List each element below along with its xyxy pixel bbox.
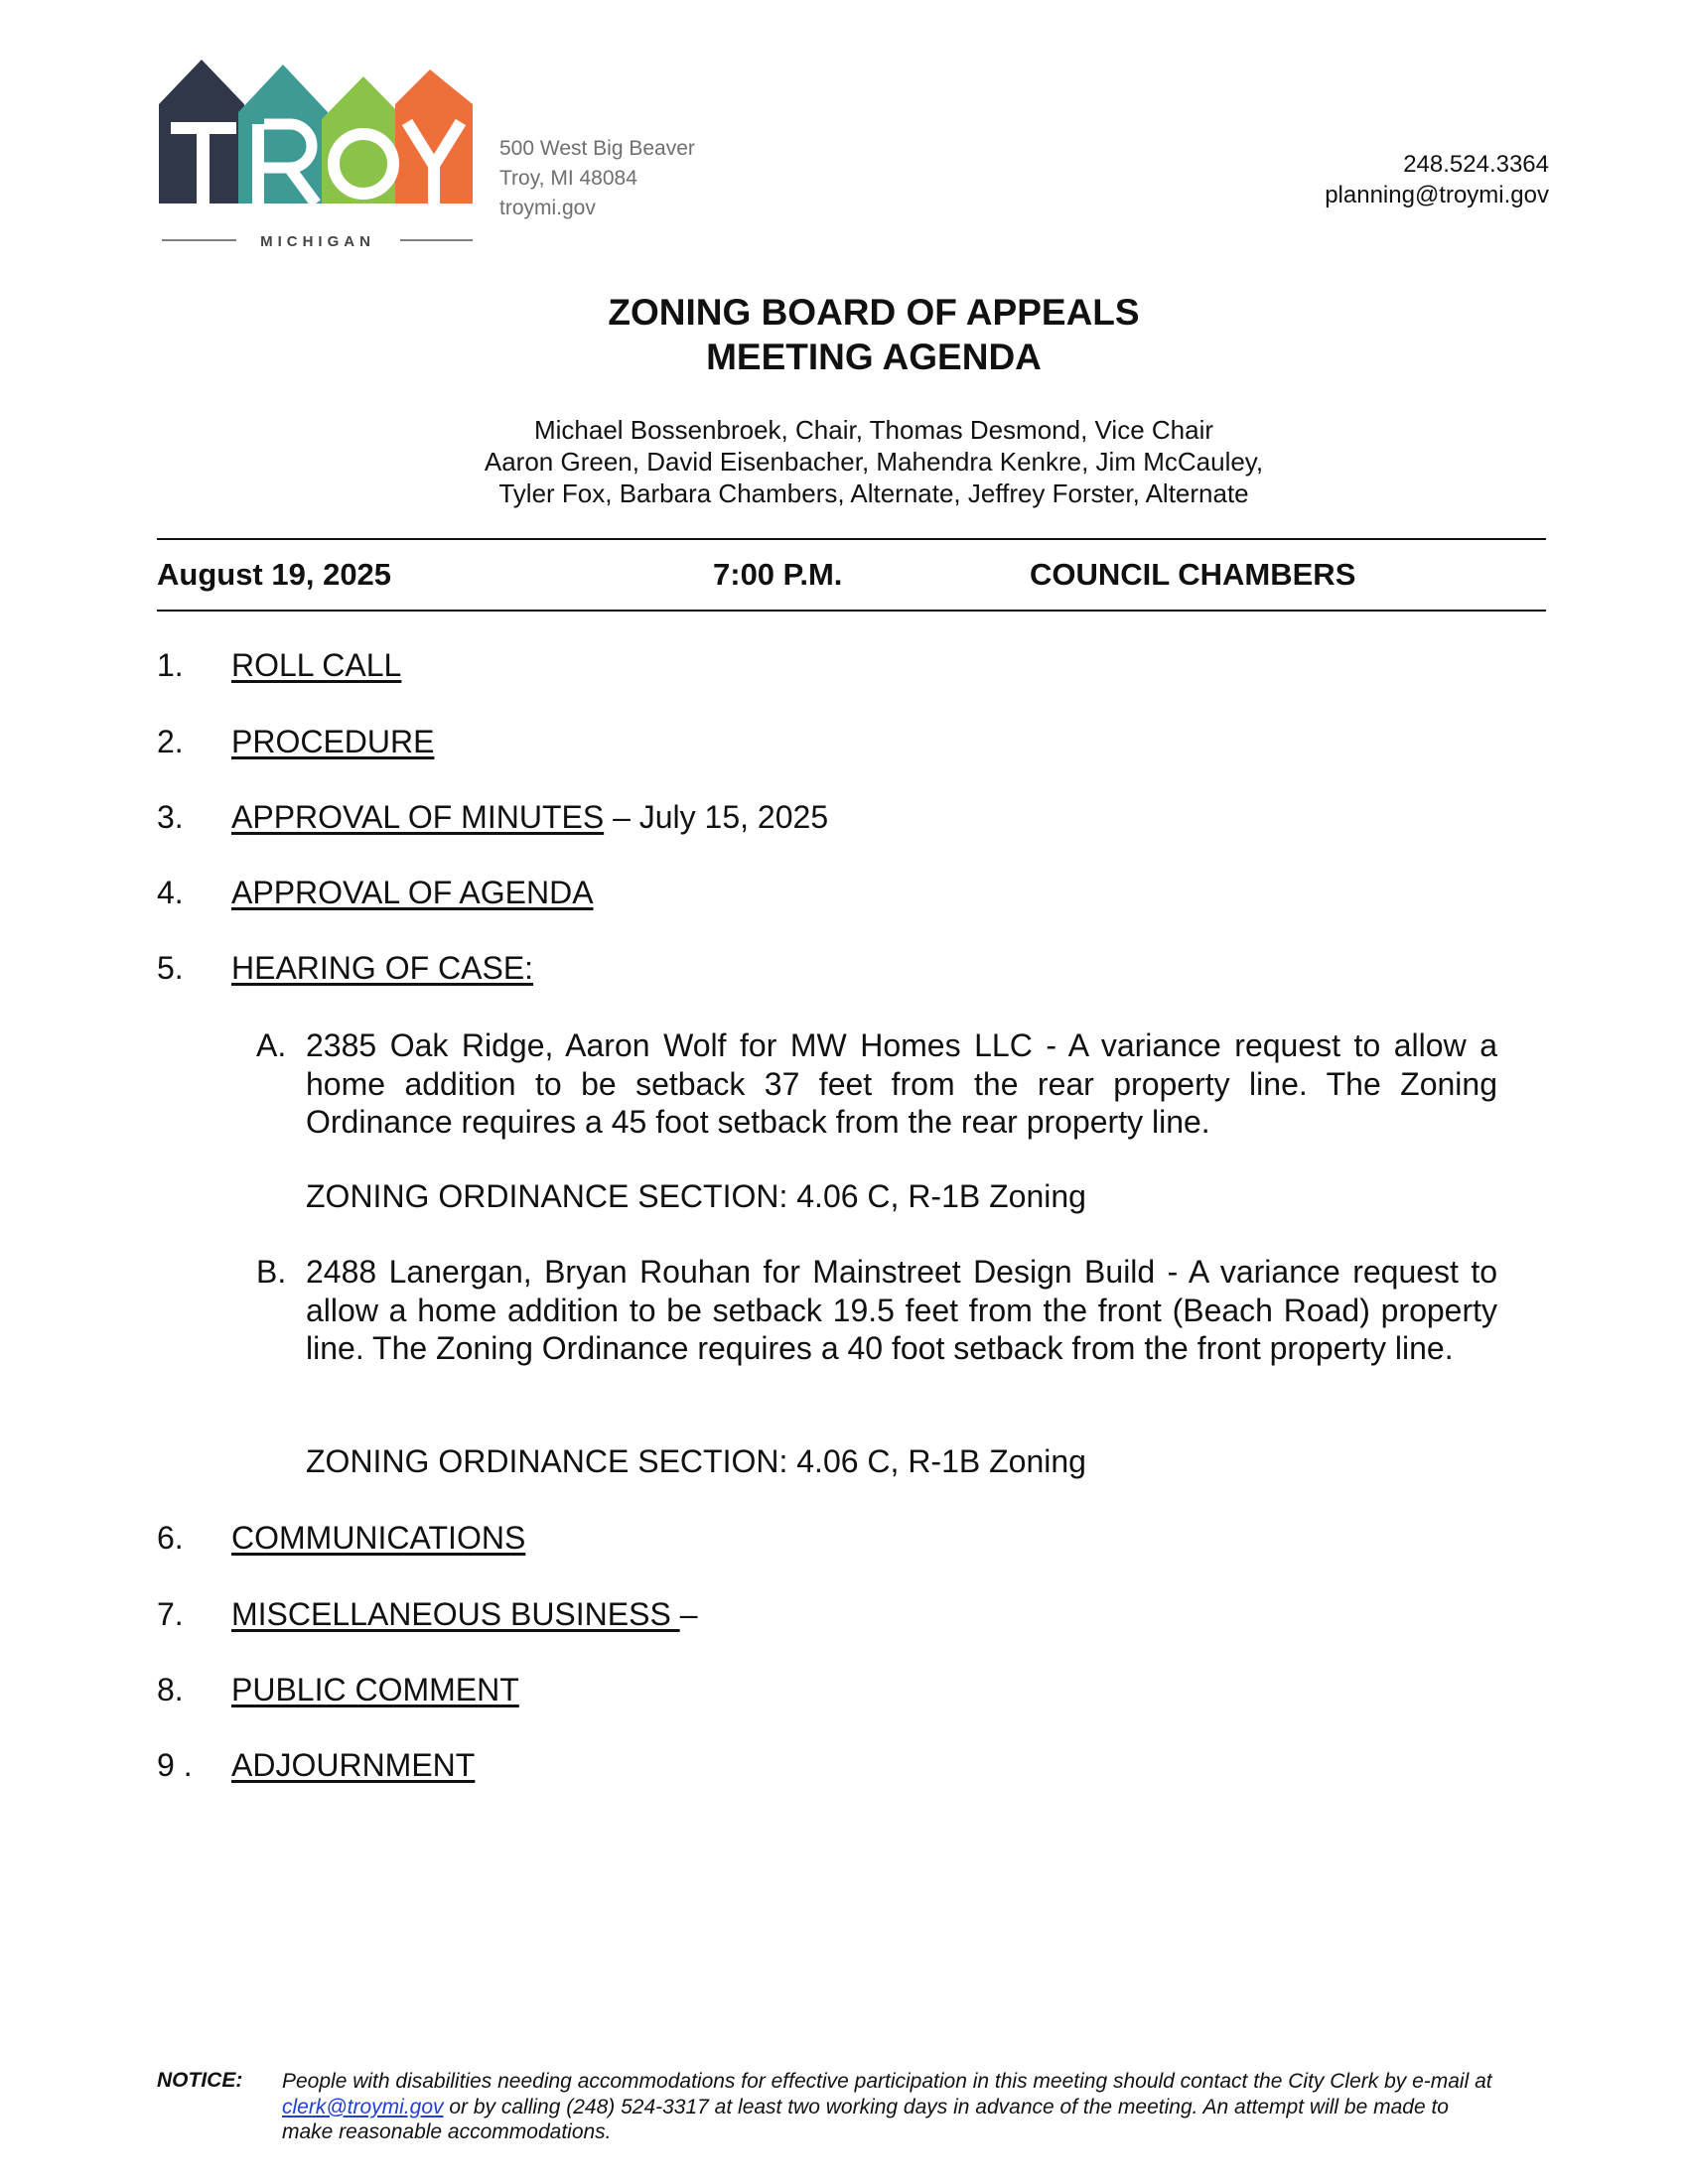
agenda-item — [157, 645, 401, 685]
agenda-item — [157, 797, 828, 837]
case-letter: B. — [256, 1254, 287, 1290]
agenda-item-number: 2. — [157, 724, 184, 759]
agenda-item-number: 8. — [157, 1672, 184, 1707]
address-city: Troy, MI 48084 — [499, 167, 637, 190]
agenda-item-number: 4. — [157, 875, 184, 910]
logo-subtitle: MICHIGAN — [260, 233, 375, 250]
agenda-item-label: PUBLIC COMMENT — [231, 1672, 519, 1707]
agenda-item-label: MISCELLANEOUS BUSINESS — [231, 1596, 680, 1632]
agenda-item — [157, 873, 594, 912]
agenda-item-number: 3. — [157, 799, 184, 835]
agenda-item-label: ROLL CALL — [231, 647, 402, 683]
notice-text — [282, 2069, 1496, 2145]
members-line-3: Tyler Fox, Barbara Chambers, Alternate, Jeffrey Forster, Alternate — [498, 478, 1249, 508]
contact-phone: 248.524.3364 — [1403, 151, 1549, 178]
case-letter: A. — [256, 1027, 287, 1063]
agenda-item — [157, 722, 434, 761]
agenda-item-suffix: – July 15, 2025 — [604, 799, 829, 835]
agenda-item — [157, 948, 533, 988]
address-street: 500 West Big Beaver — [499, 137, 695, 160]
agenda-item-number: 1. — [157, 647, 184, 683]
agenda-item-number: 7. — [157, 1596, 184, 1632]
agenda-item-label: APPROVAL OF MINUTES — [231, 799, 605, 835]
agenda-item-label: ADJOURNMENT — [231, 1747, 476, 1783]
agenda-item-label: PROCEDURE — [231, 724, 435, 759]
agenda-item-label: HEARING OF CASE: — [231, 950, 534, 986]
agenda-item — [157, 1745, 475, 1785]
troy-michigan-logo — [157, 55, 480, 263]
agenda-item — [157, 1594, 697, 1634]
board-members — [0, 414, 1688, 509]
divider-bottom — [157, 610, 1546, 612]
address-website: troymi.gov — [499, 197, 596, 219]
members-line-2: Aaron Green, David Eisenbacher, Mahendra Kenkre, Jim McCauley, — [484, 447, 1264, 477]
divider-top — [157, 538, 1546, 540]
title-line-1: ZONING BOARD OF APPEALS — [608, 292, 1140, 333]
case-description: 2385 Oak Ridge, Aaron Wolf for MW Homes LLC - A variance request to allow a home addition to be setback 37 feet from the rear property line. The Zoning Ordinance requires a 45 foot setback from the rear property line. — [306, 1027, 1497, 1140]
case-zoning-section: ZONING ORDINANCE SECTION: 4.06 C, R-1B Zoning — [306, 1178, 1086, 1214]
clerk-email-link[interactable]: clerk@troymi.gov — [282, 2095, 444, 2118]
agenda-item — [157, 1518, 525, 1558]
meeting-location: COUNCIL CHAMBERS — [1030, 557, 1356, 592]
notice-label: NOTICE: — [157, 2069, 243, 2092]
page-title — [0, 290, 1688, 379]
agenda-item-suffix: – — [679, 1596, 698, 1632]
agenda-item-number: 5. — [157, 950, 184, 986]
contact-info — [1325, 149, 1549, 210]
members-line-1: Michael Bossenbroek, Chair, Thomas Desmond, Vice Chair — [533, 415, 1214, 445]
case-zoning-section: ZONING ORDINANCE SECTION: 4.06 C, R-1B Zoning — [306, 1443, 1086, 1479]
notice-text-after: or by calling (248) 524-3317 at least two working days in advance of the meeting. An attempt will be made to make reasonable accommodations. — [282, 2095, 1449, 2143]
agenda-item — [157, 1670, 519, 1709]
hearing-case — [256, 1026, 1497, 1142]
title-line-2: MEETING AGENDA — [706, 337, 1042, 377]
contact-email: planning@troymi.gov — [1325, 182, 1549, 208]
meeting-time: 7:00 P.M. — [713, 557, 843, 592]
agenda-item-number: 6. — [157, 1520, 184, 1556]
meeting-date: August 19, 2025 — [157, 557, 392, 592]
agenda-item-number: 9 . — [157, 1747, 193, 1783]
city-address — [499, 134, 695, 223]
notice-text-before: People with disabilities needing accommodations for effective participation in this meeting should contact the City Clerk by e-mail at — [282, 2070, 1492, 2093]
hearing-case — [256, 1253, 1497, 1368]
agenda-item-label: APPROVAL OF AGENDA — [231, 875, 594, 910]
case-description: 2488 Lanergan, Bryan Rouhan for Mainstreet Design Build - A variance request to allow a home addition to be setback 19.5 feet from the front (Beach Road) property line. The Zoning Ordinance requires a 40 foot setback from the front property line. — [306, 1254, 1497, 1366]
agenda-item-label: COMMUNICATIONS — [231, 1520, 526, 1556]
